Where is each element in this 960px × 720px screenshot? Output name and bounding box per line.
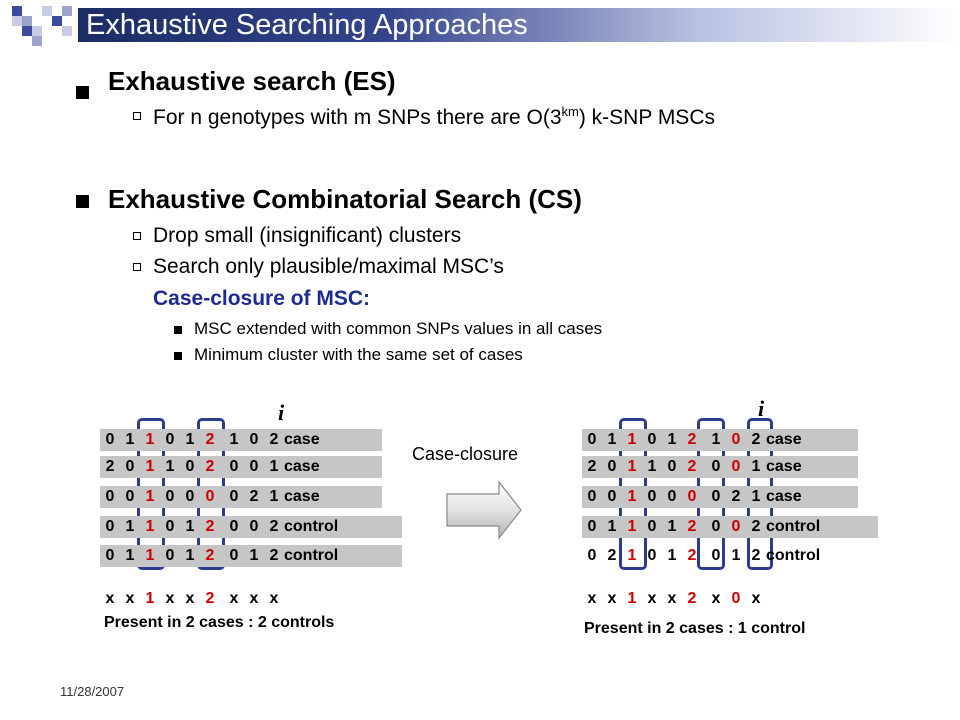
bullet-hollow-square-icon [133, 232, 141, 240]
matrix-cell: 0 [165, 488, 175, 505]
row-class-label: case [766, 488, 802, 505]
matrix-cell: 2 [607, 547, 617, 564]
matrix-cell: 0 [607, 458, 617, 475]
matrix-cell: 0 [249, 518, 259, 535]
es-heading: Exhaustive search (ES) [108, 66, 396, 96]
pattern-cell: x [607, 590, 617, 607]
matrix-cell: 0 [105, 431, 115, 448]
matrix-cell: 0 [711, 488, 721, 505]
matrix-cell: 1 [269, 458, 279, 475]
matrix-cell: 0 [731, 431, 741, 448]
matrix-cell: 1 [667, 547, 677, 564]
pattern-cell: 2 [687, 590, 697, 607]
matrix-cell: 0 [229, 518, 239, 535]
matrix-cell: 2 [687, 431, 697, 448]
matrix-cell: 1 [145, 431, 155, 448]
matrix-cell: 1 [731, 547, 741, 564]
matrix-cell: 0 [165, 547, 175, 564]
matrix-cell: 0 [587, 488, 597, 505]
matrix-cell: 1 [125, 547, 135, 564]
matrix-cell: 0 [125, 458, 135, 475]
matrix-cell: 1 [185, 431, 195, 448]
pattern-cell: 0 [731, 590, 741, 607]
matrix-cell: 0 [587, 547, 597, 564]
cc-item-2: Minimum cluster with the same set of cases [194, 345, 523, 364]
pattern-cell: x [165, 590, 175, 607]
case-closure-heading: Case-closure of MSC: [153, 287, 371, 310]
matrix-cell: 2 [269, 431, 279, 448]
bullet-hollow-square-icon [133, 112, 141, 120]
matrix-cell: 0 [105, 518, 115, 535]
matrix-cell: 2 [205, 431, 215, 448]
matrix-cell: 1 [145, 547, 155, 564]
pattern-cell: x [105, 590, 115, 607]
pattern-cell: x [587, 590, 597, 607]
right-arrow-icon [445, 480, 525, 540]
matrix-cell: 0 [667, 458, 677, 475]
bullet-square-icon [76, 86, 89, 99]
row-class-label: case [284, 458, 320, 475]
bullet-square-icon [174, 352, 182, 360]
matrix-cell: 1 [269, 488, 279, 505]
es-subitem-pre: For n genotypes with m SNPs there are O(3 [153, 106, 562, 129]
matrix-cell: 0 [185, 488, 195, 505]
matrix-cell: 1 [711, 431, 721, 448]
pattern-cell: x [667, 590, 677, 607]
matrix-cell: 1 [229, 431, 239, 448]
row-class-label: case [284, 488, 320, 505]
matrix-cell: 1 [125, 518, 135, 535]
matrix-cell: 2 [687, 458, 697, 475]
matrix-cell: 1 [627, 431, 637, 448]
matrix-cell: 1 [607, 518, 617, 535]
matrix-cell: 1 [165, 458, 175, 475]
matrix-cell: 0 [711, 547, 721, 564]
matrix-cell: 0 [229, 547, 239, 564]
es-subitem-sup: km [561, 104, 579, 119]
matrix-cell: 2 [205, 547, 215, 564]
matrix-cell: 1 [249, 547, 259, 564]
matrix-cell: 2 [105, 458, 115, 475]
matrix-cell: 0 [249, 431, 259, 448]
matrix-cell: 0 [731, 458, 741, 475]
matrix-cell: 1 [751, 488, 761, 505]
matrix-cell: 1 [627, 458, 637, 475]
matrix-cell: 1 [667, 431, 677, 448]
row-class-label: control [766, 547, 821, 564]
pattern-cell: x [125, 590, 135, 607]
matrix-cell: 1 [647, 458, 657, 475]
row-class-label: control [284, 518, 339, 535]
matrix-cell: 2 [269, 547, 279, 564]
matrix-cell: 1 [145, 458, 155, 475]
pattern-cell: x [249, 590, 259, 607]
pattern-cell: x [751, 590, 761, 607]
matrix-cell: 1 [627, 488, 637, 505]
pattern-cell: x [185, 590, 195, 607]
matrix-cell: 0 [647, 518, 657, 535]
slide-date: 11/28/2007 [60, 684, 125, 699]
matrix-cell: 2 [731, 488, 741, 505]
bullet-square-icon [76, 195, 89, 208]
matrix-cell: 0 [687, 488, 697, 505]
matrix-cell: 1 [185, 547, 195, 564]
matrix-cell: 0 [731, 518, 741, 535]
cs-subitem-2: Search only plausible/maximal MSC’s [153, 255, 504, 278]
row-class-label: case [766, 458, 802, 475]
matrix-cell: 0 [229, 488, 239, 505]
matrix-cell: 0 [205, 488, 215, 505]
matrix-cell: 0 [229, 458, 239, 475]
cc-item-1: MSC extended with common SNPs values in all cases [194, 319, 603, 338]
matrix-cell: 0 [587, 431, 597, 448]
pattern-cell: 1 [145, 590, 155, 607]
row-class-label: control [284, 547, 339, 564]
es-subitem-post: ) k-SNP MSCs [578, 106, 715, 129]
matrix-cell: 1 [667, 518, 677, 535]
matrix-cell: 0 [249, 458, 259, 475]
matrix-cell: 2 [751, 431, 761, 448]
matrix-cell: 0 [711, 518, 721, 535]
matrix-cell: 2 [269, 518, 279, 535]
matrix-cell: 0 [105, 547, 115, 564]
matrix-cell: 1 [751, 458, 761, 475]
matrix-cell: 0 [185, 458, 195, 475]
arrow-label: Case-closure [412, 444, 519, 464]
row-class-label: case [766, 431, 802, 448]
matrix-cell: 2 [751, 518, 761, 535]
matrix-cell: 0 [711, 458, 721, 475]
matrix-cell: 2 [687, 547, 697, 564]
matrix-cell: 2 [587, 458, 597, 475]
cs-heading: Exhaustive Combinatorial Search (CS) [108, 184, 582, 214]
pattern-cell: x [647, 590, 657, 607]
cs-subitem-1: Drop small (insignificant) clusters [153, 224, 462, 247]
matrix-cell: 0 [165, 431, 175, 448]
matrix-cell: 1 [607, 431, 617, 448]
pattern-cell: x [711, 590, 721, 607]
matrix-cell: 0 [105, 488, 115, 505]
pattern-cell: 2 [205, 590, 215, 607]
matrix-cell: 1 [627, 518, 637, 535]
matrix-cell: 1 [145, 488, 155, 505]
matrix-cell: 1 [145, 518, 155, 535]
es-subitem [153, 104, 715, 130]
row-class-label: case [284, 431, 320, 448]
matrix-cell: 0 [607, 488, 617, 505]
pattern-cell: x [269, 590, 279, 607]
matrix-cell: 1 [125, 431, 135, 448]
row-class-label: control [766, 518, 821, 535]
pattern-cell: 1 [627, 590, 637, 607]
slide-title: Exhaustive Searching Approaches [86, 9, 528, 41]
matrix-cell: 1 [627, 547, 637, 564]
matrix-cell: 2 [751, 547, 761, 564]
matrix-cell: 0 [125, 488, 135, 505]
column-i-label: i [758, 396, 765, 421]
matrix-cell: 0 [587, 518, 597, 535]
matrix-cell: 0 [667, 488, 677, 505]
matrix-cell: 0 [647, 431, 657, 448]
matrix-cell: 1 [185, 518, 195, 535]
matrix-cell: 0 [647, 488, 657, 505]
present-summary: Present in 2 cases : 1 control [584, 620, 806, 637]
matrix-cell: 0 [165, 518, 175, 535]
matrix-cell: 2 [249, 488, 259, 505]
present-summary: Present in 2 cases : 2 controls [104, 614, 335, 631]
matrix-cell: 2 [205, 458, 215, 475]
column-i-label: i [278, 400, 285, 425]
matrix-cell: 2 [687, 518, 697, 535]
bullet-hollow-square-icon [133, 263, 141, 271]
matrix-cell: 0 [647, 547, 657, 564]
matrix-cell: 2 [205, 518, 215, 535]
bullet-square-icon [174, 326, 182, 334]
pattern-cell: x [229, 590, 239, 607]
